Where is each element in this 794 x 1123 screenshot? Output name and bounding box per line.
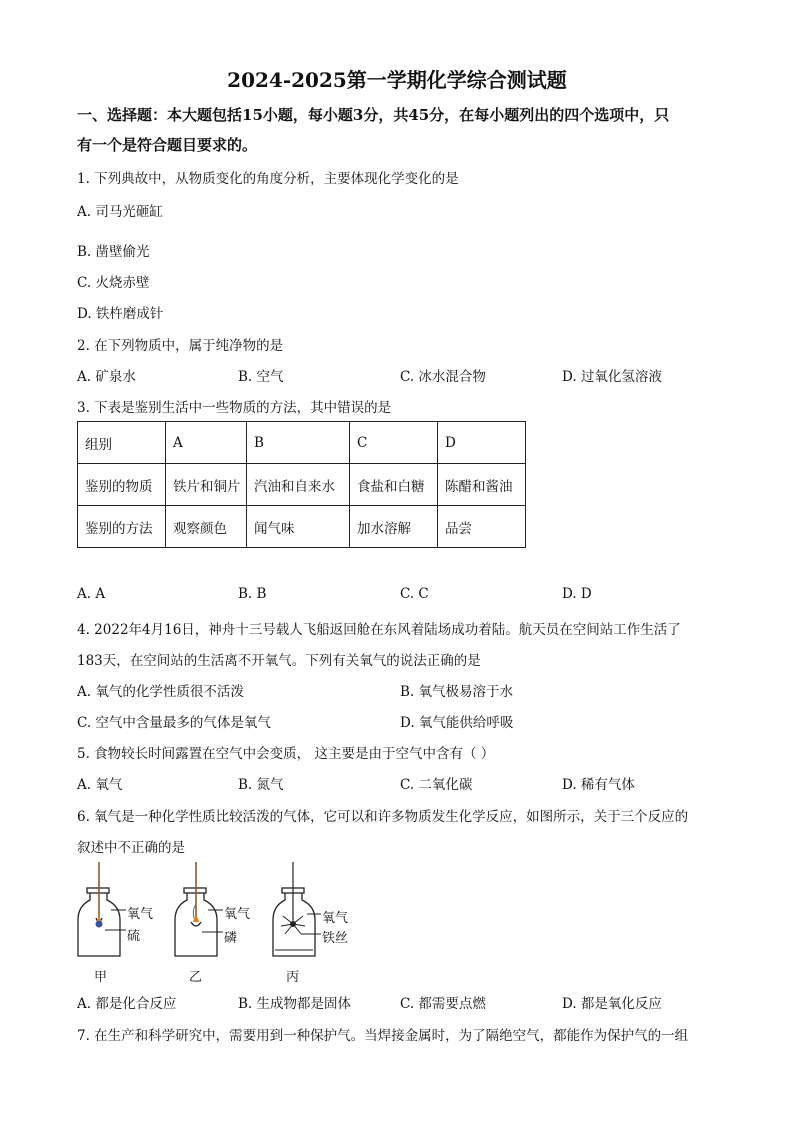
jar-yi-diagram [175, 862, 223, 956]
table-cell: 食盐和白糖 [350, 464, 438, 506]
jar-bing-diagram [273, 862, 321, 956]
jar-jia-gas-label: 氧气 [127, 907, 154, 922]
table-cell: 鉴别的物质 [78, 464, 166, 506]
table-row [78, 422, 526, 464]
table-cell: 铁片和铜片 [166, 464, 247, 506]
q6-option-d: D. 都是氧化反应 [562, 996, 662, 1012]
q3-option-b: B. B [238, 586, 267, 602]
q2-stem: 2. 在下列物质中，属于纯净物的是 [77, 338, 284, 354]
jar-bing-substance-label: 铁丝 [322, 931, 349, 946]
table-cell: 品尝 [438, 506, 526, 548]
q5-option-c: C. 二氧化碳 [400, 777, 473, 793]
table-cell: 陈醋和酱油 [438, 464, 526, 506]
q1-option-b: B. 凿壁偷光 [77, 244, 150, 260]
flame-icon [97, 918, 101, 922]
q2-option-a: A. 矿泉水 [77, 369, 136, 385]
q6-option-a: A. 都是化合反应 [77, 996, 177, 1012]
table-row [78, 464, 526, 506]
q2-option-c: C. 冰水混合物 [400, 369, 486, 385]
table-cell: 汽油和自来水 [247, 464, 350, 506]
table-cell: 鉴别的方法 [78, 506, 166, 548]
table-cell: 闻气味 [247, 506, 350, 548]
q5-option-b: B. 氮气 [238, 777, 284, 793]
jar-bing-caption: 丙 [286, 970, 300, 985]
page-title: 2024-2025第一学期化学综合测试题 [227, 68, 567, 92]
q2-option-d: D. 过氧化氢溶液 [562, 369, 662, 385]
q3-option-a: A. A [77, 586, 106, 602]
q6-stem-line1: 6. 氧气是一种化学性质比较活泼的气体，它可以和许多物质发生化学反应，如图所示，关于三个反应的 [77, 809, 689, 825]
table-row [78, 506, 526, 548]
q4-stem-line2: 183天，在空间站的生活离不开氧气。下列有关氧气的说法正确的是 [77, 653, 481, 669]
jar-jia-substance-label: 硫 [127, 929, 141, 944]
table-cell: 观察颜色 [166, 506, 247, 548]
q2-option-b: B. 空气 [238, 369, 284, 385]
q5-option-a: A. 氧气 [77, 777, 123, 793]
jar-yi-substance-label: 磷 [224, 931, 238, 946]
q1-option-c: C. 火烧赤壁 [77, 275, 150, 291]
table-cell: A [166, 422, 247, 464]
q6-option-c: C. 都需要点燃 [400, 996, 486, 1012]
q3-option-c: C. C [400, 586, 429, 602]
table-cell: B [247, 422, 350, 464]
table-cell: 加水溶解 [350, 506, 438, 548]
q4-option-c: C. 空气中含量最多的气体是氧气 [77, 715, 271, 731]
iron-spark-core-icon [290, 921, 296, 927]
jar-jia-caption: 甲 [94, 970, 108, 985]
q1-option-a: A. 司马光砸缸 [77, 204, 163, 220]
q5-option-d: D. 稀有气体 [562, 777, 635, 793]
table-cell: D [438, 422, 526, 464]
table-cell: C [350, 422, 438, 464]
jar-jia-diagram [78, 862, 126, 956]
q4-option-d: D. 氧气能供给呼吸 [400, 715, 514, 731]
q3-stem: 3. 下表是鉴别生活中一些物质的方法，其中错误的是 [77, 400, 392, 416]
q3-table [77, 421, 526, 548]
table-cell: 组别 [78, 422, 166, 464]
section-heading-line1: 一、选择题：本大题包括15小题，每小题3分，共45分，在每小题列出的四个选项中，只 [77, 106, 670, 124]
jar-bing-gas-label: 氧气 [322, 911, 349, 926]
q4-stem-line1: 4. 2022年4月16日，神舟十三号载人飞船返回舱在东风着陆场成功着陆。航天员在空间站工作生活了 [77, 622, 681, 638]
section-heading-line2: 有一个是符合题目要求的。 [77, 136, 258, 154]
q6-option-b: B. 生成物都是固体 [238, 996, 352, 1012]
q5-stem: 5. 食物较长时间露置在空气中会变质， 这主要是由于空气中含有（ ） [77, 746, 495, 762]
q4-option-a: A. 氧气的化学性质很不活泼 [77, 684, 244, 700]
q1-stem: 1. 下列典故中，从物质变化的角度分析，主要体现化学变化的是 [77, 171, 459, 187]
jar-yi-caption: 乙 [189, 970, 203, 985]
q1-option-d: D. 铁杵磨成针 [77, 306, 164, 322]
jar-yi-gas-label: 氧气 [224, 907, 251, 922]
q4-option-b: B. 氧气极易溶于水 [400, 684, 514, 700]
q6-stem-line2: 叙述中不正确的是 [77, 840, 185, 856]
sulfur-flame-icon [96, 921, 103, 928]
q7-stem-line1: 7. 在生产和科学研究中，需要用到一种保护气。当焊接金属时，为了隔绝空气，都能作为保护气的一组 [77, 1028, 689, 1044]
q3-option-d: D. D [562, 586, 592, 602]
